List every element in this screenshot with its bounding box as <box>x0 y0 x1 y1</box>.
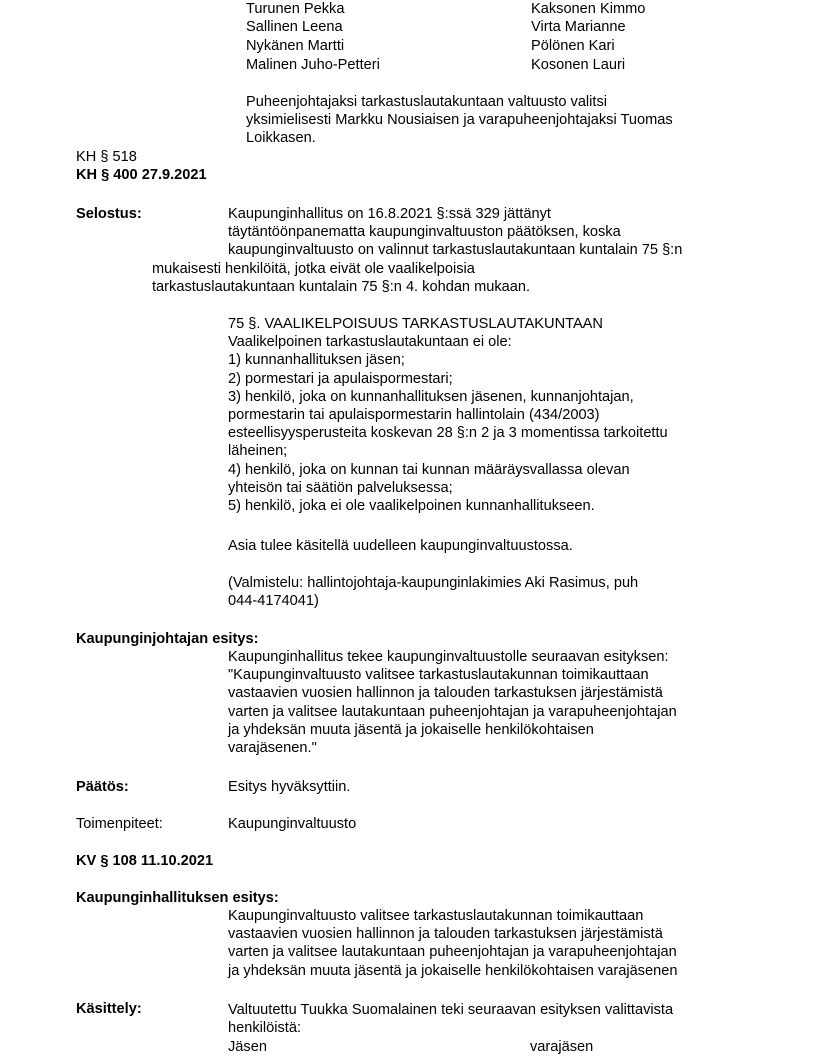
member-left-2: Sallinen Leena <box>246 19 343 35</box>
law-line: pormestarin tai apulaispormestarin hallintolain (434/2003) <box>228 407 600 424</box>
law-line: läheinen; <box>228 443 288 460</box>
kh-reference: KH § 400 27.9.2021 <box>76 167 207 183</box>
member-left-4: Malinen Juho-Petteri <box>246 57 380 73</box>
actions-text: Kaupunginvaltuusto <box>228 816 357 832</box>
retreat-text: Asia tulee käsitellä uudelleen kaupunginvaltuustossa. <box>228 538 573 554</box>
selostus-line-2: täytäntöönpanematta kaupunginvaltuuston päätöksen, koska <box>228 224 621 240</box>
board-proposal-text <box>228 907 677 980</box>
text-line: Valtuutettu Tuukka Suomalainen teki seuraavan esityksen valittavista <box>228 1002 674 1018</box>
text-line: Kaupunginvaltuusto valitsee tarkastuslautakunnan toimikauttaan <box>228 908 644 924</box>
text-line: varajäsenen." <box>228 740 317 757</box>
handling-label: Käsittely: <box>76 1001 142 1017</box>
text-line: Kaupunginhallitus tekee kaupunginvaltuustolle seuraavan esityksen: <box>228 649 669 665</box>
actions-label: Toimenpiteet: <box>76 816 163 832</box>
law-line: esteellisyysperusteita koskevan 28 §:n 2 ja 3 momentissa tarkoitettu <box>228 425 668 442</box>
text-line: varten ja valitsee lautakuntaan puheenjohtajan ja varapuheenjohtajan <box>228 944 677 961</box>
selostus-label: Selostus: <box>76 206 142 222</box>
text-line: yksimielisesti Markku Nousiaisen ja varapuheenjohtajaksi Tuomas <box>246 112 673 129</box>
member-right-3: Pölönen Kari <box>531 38 615 54</box>
text-line: (Valmistelu: hallintojohtaja-kaupunginlakimies Aki Rasimus, puh <box>228 575 639 591</box>
decision-label: Päätös: <box>76 779 129 795</box>
selostus-line-4: mukaisesti henkilöitä, jotka eivät ole vaalikelpoisia <box>152 261 475 277</box>
column-member: Jäsen <box>228 1039 267 1055</box>
mayor-proposal-label: Kaupunginjohtajan esitys: <box>76 631 259 647</box>
decision-text: Esitys hyväksyttiin. <box>228 779 351 795</box>
law-line: 2) pormestari ja apulaispormestari; <box>228 370 453 387</box>
text-line: Loikkasen. <box>246 130 316 147</box>
member-left-3: Nykänen Martti <box>246 38 345 54</box>
member-left-1: Turunen Pekka <box>246 1 345 17</box>
text-line: varten ja valitsee lautakuntaan puheenjohtajan ja varapuheenjohtajan <box>228 703 677 720</box>
text-line: "Kaupunginvaltuusto valitsee tarkastuslautakunnan toimikauttaan <box>228 667 649 684</box>
text-line: henkilöistä: <box>228 1020 302 1037</box>
board-proposal-label: Kaupunginhallituksen esitys: <box>76 890 279 906</box>
law-quote <box>228 315 668 515</box>
selostus-line-5: tarkastuslautakuntaan kuntalain 75 §:n 4. kohdan mukaan. <box>152 279 531 295</box>
selostus-line-3: kaupunginvaltuusto on valinnut tarkastuslautakuntaan kuntalain 75 §:n <box>228 242 683 258</box>
text-line: vastaavien vuosien hallinnon ja talouden tarkastuksen järjestämistä <box>228 685 663 702</box>
text-line: vastaavien vuosien hallinnon ja talouden tarkastuksen järjestämistä <box>228 926 663 943</box>
law-line: yhteisön tai säätiön palveluksessa; <box>228 479 453 496</box>
text-line: 044-4174041) <box>228 593 319 610</box>
law-line: Vaalikelpoinen tarkastuslautakuntaan ei ole: <box>228 334 512 351</box>
preparer-note <box>228 574 638 610</box>
handling-text <box>228 1001 673 1037</box>
text-line: ja yhdeksän muuta jäsentä ja jokaiselle henkilökohtaisen <box>228 721 594 738</box>
law-line: 3) henkilö, joka on kunnanhallituksen jäsenen, kunnanjohtajan, <box>228 388 634 405</box>
member-right-1: Kaksonen Kimmo <box>531 1 646 17</box>
selostus-line-1: Kaupunginhallitus on 16.8.2021 §:ssä 329 jättänyt <box>228 206 551 222</box>
law-title: 75 §. VAALIKELPOISUUS TARKASTUSLAUTAKUNTAAN <box>228 316 603 332</box>
law-line: 5) henkilö, joka ei ole vaalikelpoinen kunnanhallitukseen. <box>228 498 595 515</box>
text-line: Puheenjohtajaksi tarkastuslautakuntaan valtuusto valitsi <box>246 94 608 110</box>
kh-reference-old: KH § 518 <box>76 149 137 165</box>
law-line: 4) henkilö, joka on kunnan tai kunnan määräysvallassa olevan <box>228 461 630 478</box>
law-line: 1) kunnanhallituksen jäsen; <box>228 352 405 369</box>
mayor-proposal-text <box>228 648 677 757</box>
chair-election-paragraph <box>246 93 673 148</box>
member-right-2: Virta Marianne <box>531 19 626 35</box>
member-right-4: Kosonen Lauri <box>531 57 626 73</box>
column-deputy: varajäsen <box>530 1039 594 1055</box>
text-line: ja yhdeksän muuta jäsentä ja jokaiselle henkilökohtaisen varajäsenen <box>228 962 678 979</box>
kv-reference: KV § 108 11.10.2021 <box>76 853 214 869</box>
